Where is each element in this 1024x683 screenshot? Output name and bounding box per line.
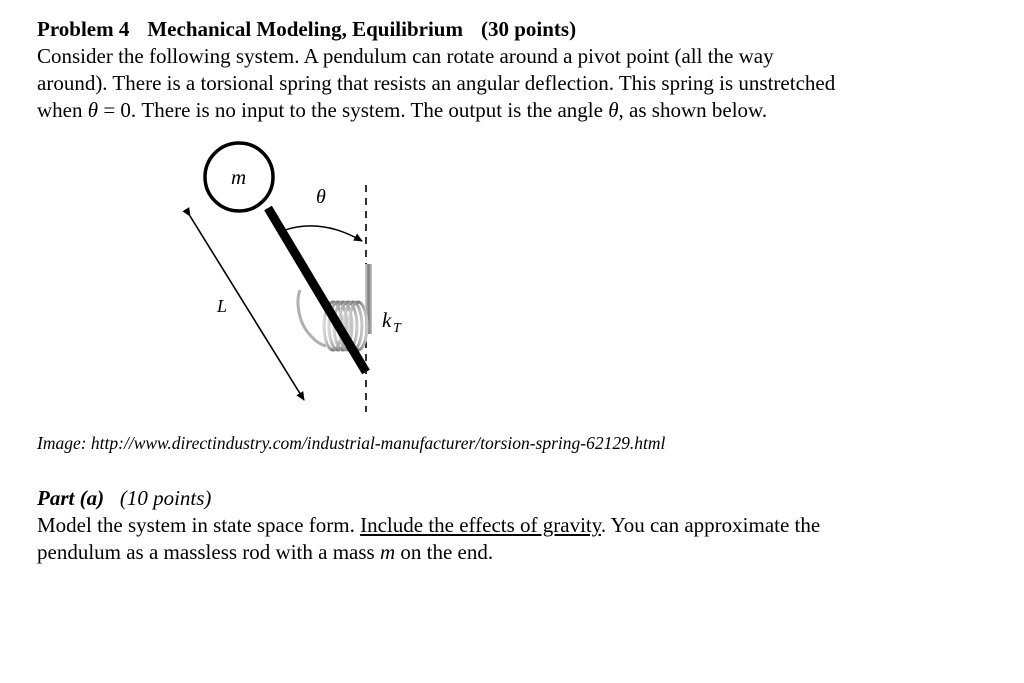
part-a-line-2-b: on the end.: [395, 540, 494, 564]
part-a-line-1-b: . You can approximate the: [600, 513, 821, 537]
part-a-line-2: [37, 539, 493, 565]
length-label: L: [217, 296, 228, 316]
image-caption: Image: http://www.directindustry.com/industrial-manufacturer/torsion-spring-62129.html: [37, 433, 666, 453]
theta-symbol: θ: [87, 98, 99, 122]
angle-label: θ: [316, 186, 326, 208]
part-a-line-2-a: pendulum as a massless rod with a mass: [37, 540, 380, 564]
spring-constant-label: k: [382, 308, 392, 332]
problem-title: Mechanical Modeling, Equilibrium: [147, 17, 463, 41]
intro-line-1: Consider the following system. A pendulum can rotate around a pivot point (all the way: [37, 44, 774, 68]
intro-line-2: around). There is a torsional spring that resists an angular deflection. This spring is unstretched: [37, 71, 836, 95]
intro-line-3-b: = 0. There is no input to the system. The output is the angle: [98, 98, 609, 122]
pendulum-rod: [268, 208, 366, 372]
problem-label: Problem 4: [37, 17, 130, 41]
spring-constant-subscript: T: [393, 321, 401, 336]
part-a-line-1: [37, 512, 820, 538]
mass-label: m: [231, 165, 247, 189]
intro-line-3-a: when: [37, 98, 88, 122]
part-a-points: (10 points): [119, 486, 212, 510]
problem-points: (30 points): [480, 17, 577, 41]
angle-arc: [285, 226, 362, 241]
part-a-line-1-a: Model the system in state space form.: [37, 513, 361, 537]
gravity-emphasis: Include the effects of gravity: [360, 513, 601, 537]
part-a-label: Part (a): [37, 486, 105, 510]
intro-line-3-c: , as shown below.: [618, 98, 768, 122]
theta-symbol-2: θ: [608, 98, 619, 122]
part-a-heading: [37, 485, 211, 511]
mass-symbol: m: [379, 540, 396, 564]
